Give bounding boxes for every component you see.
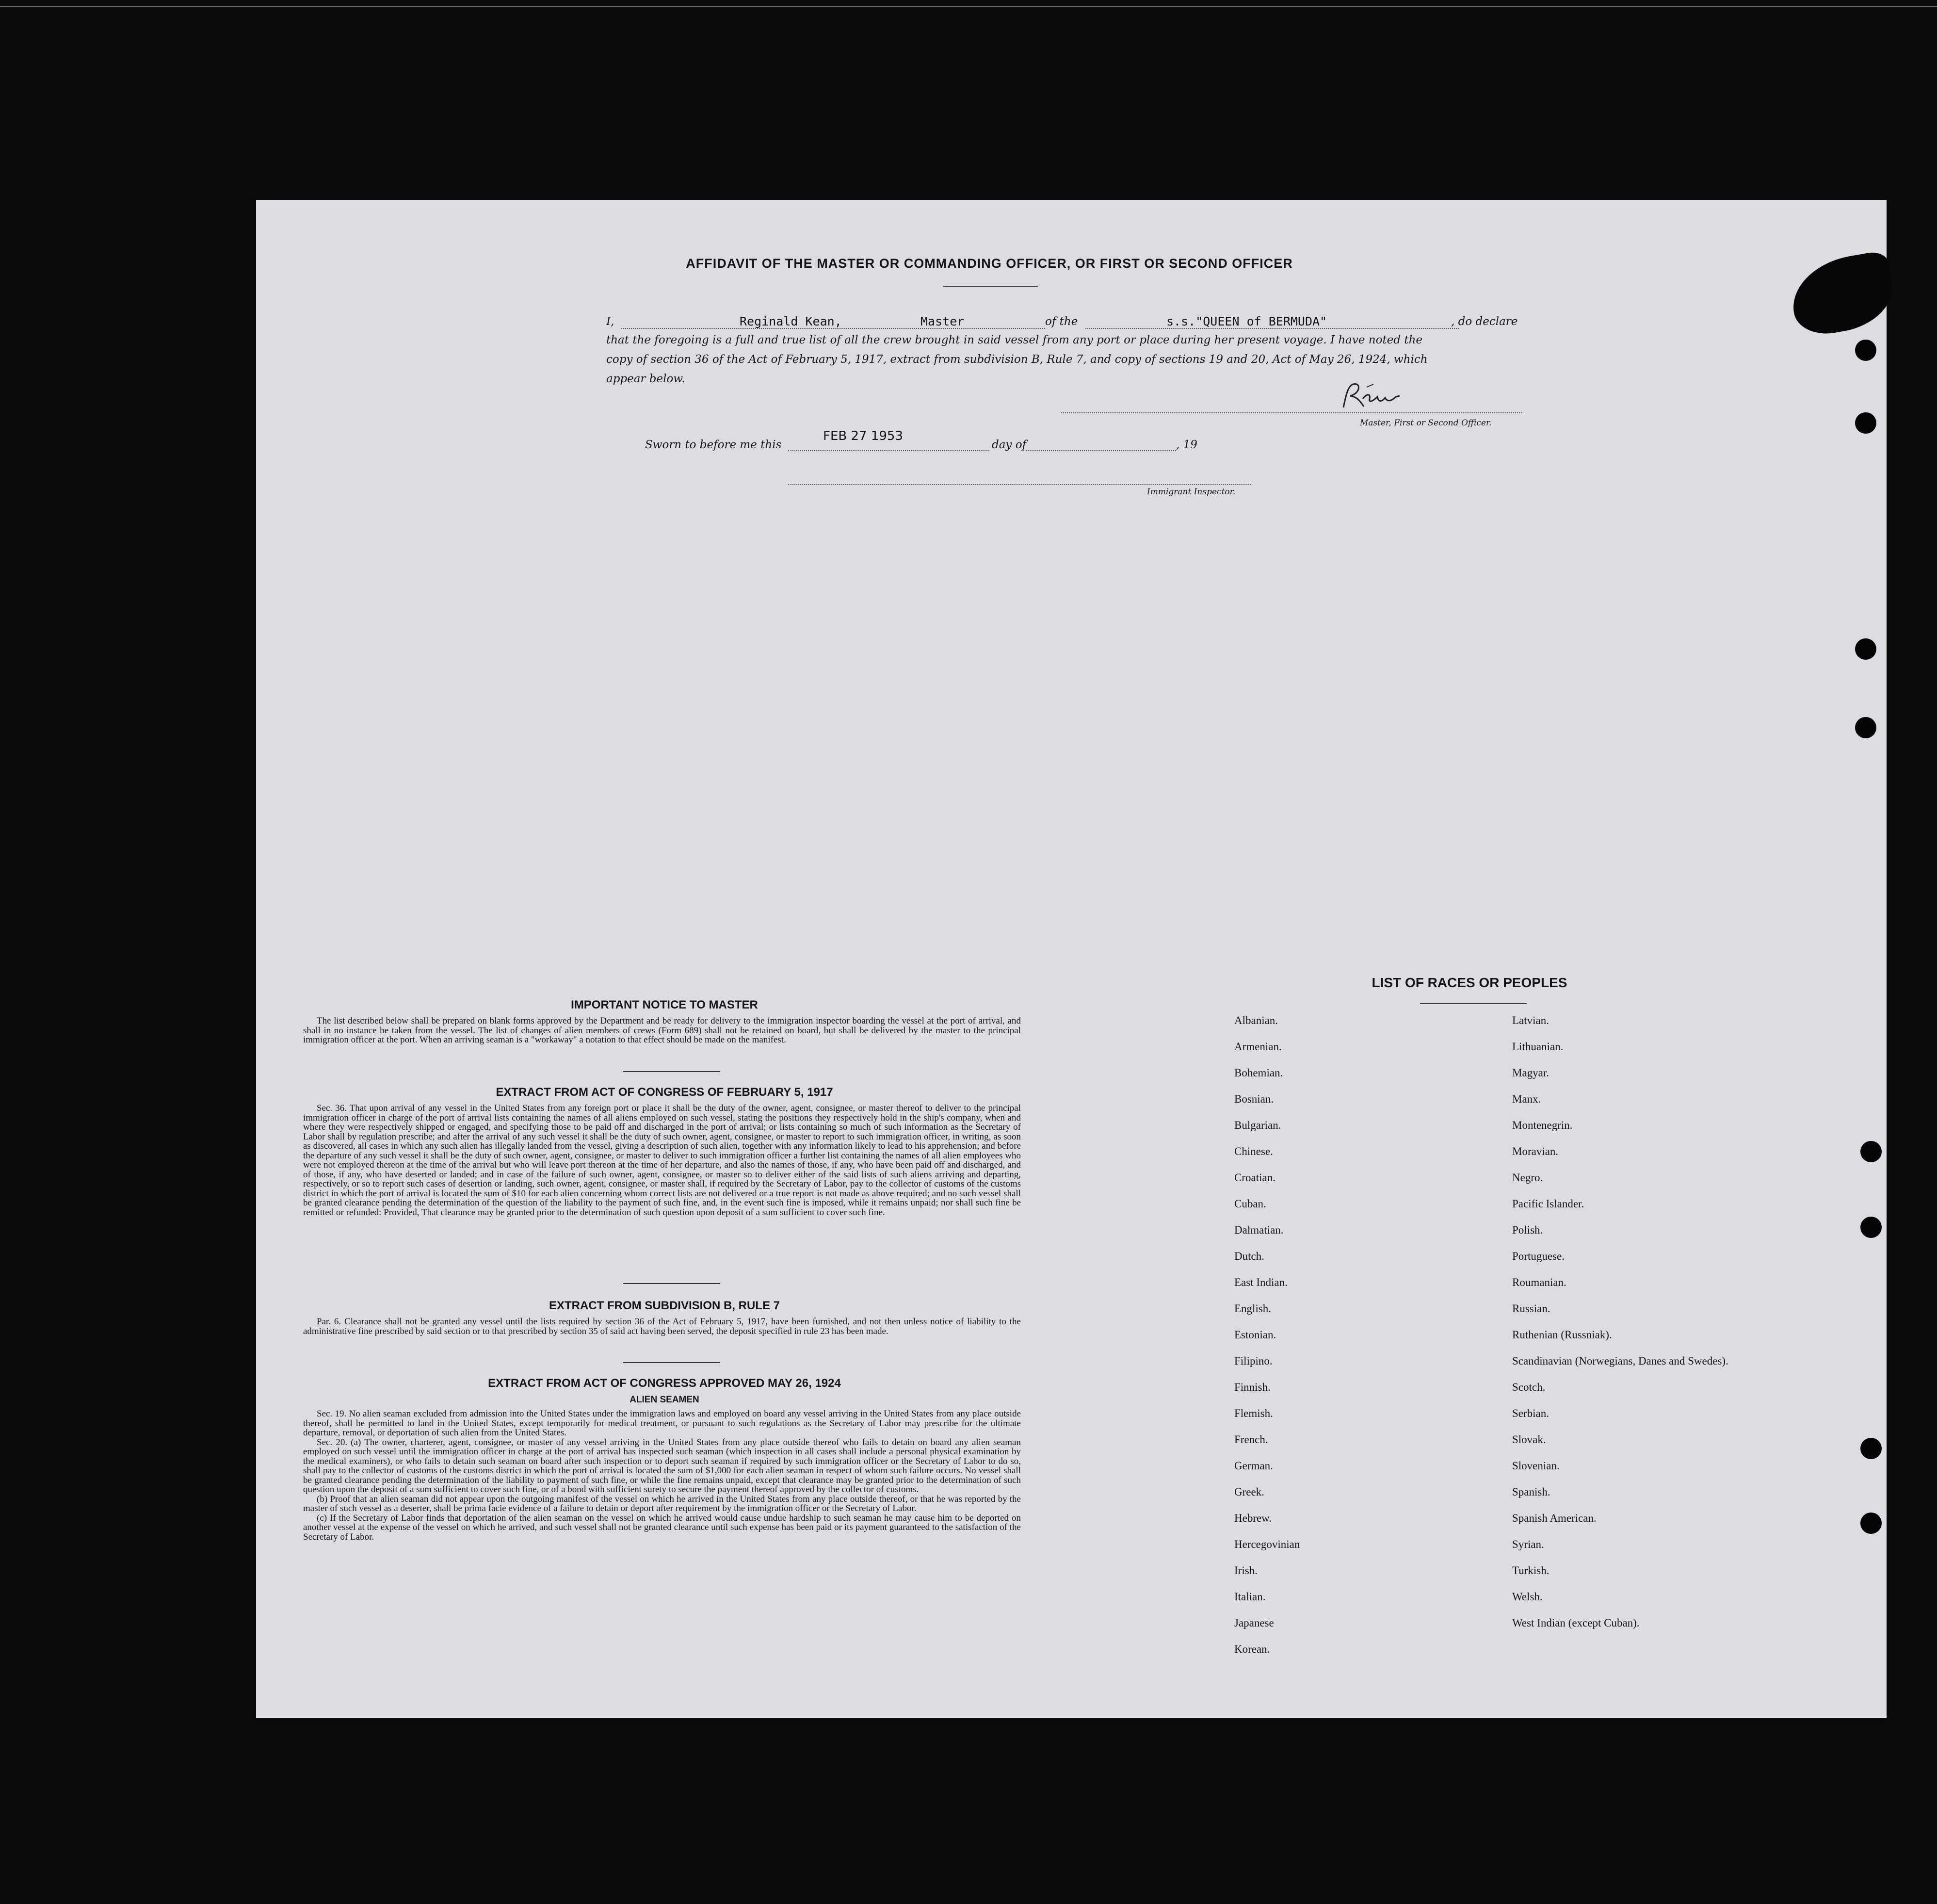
vessel-name: s.s."QUEEN of BERMUDA" — [1166, 314, 1327, 328]
punch-hole — [1860, 1513, 1882, 1534]
alien-seamen-subtitle: ALIEN SEAMEN — [630, 1395, 699, 1405]
race-item: Bosnian. — [1234, 1093, 1274, 1105]
sworn-date-stamp: FEB 27 1953 — [823, 429, 904, 443]
punch-hole — [1860, 1217, 1882, 1238]
race-item: Syrian. — [1512, 1538, 1544, 1550]
race-item: Flemish. — [1234, 1407, 1273, 1419]
race-item: Hercegovinian — [1234, 1538, 1300, 1550]
inspector-label: Immigrant Inspector. — [1147, 487, 1236, 497]
scan-top-edge — [0, 6, 1937, 7]
race-item: Welsh. — [1512, 1591, 1543, 1603]
of-the-label: of the — [1045, 315, 1078, 328]
race-item: Dutch. — [1234, 1250, 1264, 1262]
race-item: Russian. — [1512, 1302, 1550, 1315]
race-item: Finnish. — [1234, 1381, 1271, 1393]
race-item: Magyar. — [1512, 1067, 1550, 1079]
affidavit-line-2: that the foregoing is a full and true list of all the crew brought in said vessel from any port or place during her present voyage. I have noted the — [606, 334, 1422, 346]
race-item: Polish. — [1512, 1224, 1543, 1236]
race-item: Montenegrin. — [1512, 1119, 1573, 1131]
race-item: Latvian. — [1512, 1014, 1549, 1026]
punch-hole — [1860, 1141, 1882, 1162]
sec-20c-paragraph: (c) If the Secretary of Labor finds that deportation of the alien seaman on the vessel on which he arrived would cause undue hardship to such seaman he may cause him to be deported on another vessel at the expense of the vessel on which he arrived, and such vessel shall not be granted clearance until such expense has been paid or its payment guaranteed to the satisfaction of the Secretary of Labor. — [303, 1513, 1021, 1542]
race-item: English. — [1234, 1302, 1272, 1315]
section-rule — [623, 1283, 720, 1284]
race-item: Dalmatian. — [1234, 1224, 1284, 1236]
race-item: Italian. — [1234, 1591, 1266, 1603]
master-rank: Master — [920, 314, 965, 328]
year-prefix: , 19 — [1176, 439, 1197, 451]
sworn-month-line — [1023, 450, 1176, 451]
extract-1924-text — [303, 1409, 1021, 1542]
sworn-label: Sworn to before me this — [645, 439, 782, 451]
title-rule — [943, 286, 1038, 287]
sec-19-paragraph: Sec. 19. No alien seaman excluded from admission into the United States under the immigration laws and employed on board any vessel arriving in the United States from any place outside thereof, shall be permitted to land in the United States, except temporarily for medical treatment, or pursuant to such regulations as the Secretary of Labor may prescribe for the ultimate departure, removal, or deportation of such alien from the United States. — [303, 1409, 1021, 1438]
race-item: Scandinavian (Norwegians, Danes and Swedes). — [1512, 1355, 1728, 1367]
extract-1917-text: Sec. 36. That upon arrival of any vessel in the United States from any foreign port or place it shall be the duty of the owner, agent, consignee, or master thereof to deliver to the principal immigration officer in charge of the port of arrival lists containing the names of all aliens employed on such vessel, stating the positions they respectively hold in the ship's company, when and where they were respectively shipped or engaged, and specifying those to be paid off and discharged in the port of arrival; or lists containing so much of such information as the Secretary of Labor shall by regulation prescribe; and after the arrival of any such vessel it shall be the duty of such owner, agent, consignee, or master to report to such immigration officer, in writing, as soon as discovered, all cases in which any such alien has illegally landed from the vessel, giving a description of such alien, together with any information likely to lead to his apprehension; and before the departure of any such vessel it shall be the duty of such owner, agent, consignee, or master to deliver to such immigration officer a further list containing the names of all alien employees who were not employed thereon at the time of the arrival but who will leave port thereon at the time of her departure, and also the names of those, if any, who have been paid off and discharged, and of those, if any, who have deserted or landed; and in case of the failure of such owner, agent, consignee, or master so to deliver either of the said lists of such aliens arriving and departing, respectively, or so to report such cases of desertion or landing, such owner, agent, consignee, or master shall, if required by the Secretary of Labor, pay to the collector of customs of the customs district in which the port of arrival is located the sum of $10 for each alien concerning whom correct lists are not delivered or a true report is not made as above required; and no such vessel shall be granted clearance pending the determination of the question of the liability to the payment of such fine, and, in the event such fine is imposed, while it remains unpaid; nor shall such fine be remitted or refunded: Provided, That clearance may be granted prior to the determination of such question upon deposit of a sum sufficient to cover such fine. — [303, 1103, 1021, 1218]
race-item: Irish. — [1234, 1564, 1258, 1577]
extract-1924-title: EXTRACT FROM ACT OF CONGRESS APPROVED MAY 26, 1924 — [488, 1377, 841, 1390]
race-item: West Indian (except Cuban). — [1512, 1617, 1640, 1629]
race-item: Lithuanian. — [1512, 1041, 1564, 1053]
race-item: Scotch. — [1512, 1381, 1546, 1393]
punch-hole — [1855, 412, 1876, 434]
sworn-day-line — [788, 450, 989, 451]
affidavit-title: AFFIDAVIT OF THE MASTER OR COMMANDING OFFICER, OR FIRST OR SECOND OFFICER — [686, 256, 1293, 271]
race-item: Pacific Islander. — [1512, 1198, 1584, 1210]
race-item: Greek. — [1234, 1486, 1264, 1498]
affidavit-line-4: appear below. — [606, 373, 685, 385]
race-item: Roumanian. — [1512, 1276, 1566, 1288]
race-item: Armenian. — [1234, 1041, 1282, 1053]
race-item: Slovenian. — [1512, 1460, 1560, 1472]
races-right-column — [1512, 1014, 1728, 1643]
race-item: Hebrew. — [1234, 1512, 1272, 1524]
extract-rule7-text: Par. 6. Clearance shall not be granted any vessel until the lists required by section 36 of the Act of February 5, 1917, have been furnished, and not then unless notice of liability to the administrative fine prescribed by said section or to that prescribed by section 35 of said act having been served, the deposit specified in rule 23 has been made. — [303, 1317, 1021, 1336]
race-item: Serbian. — [1512, 1407, 1550, 1419]
races-left-column — [1234, 1014, 1300, 1669]
punch-hole — [1855, 340, 1876, 361]
race-item: Croatian. — [1234, 1172, 1275, 1184]
punch-hole — [1860, 1438, 1882, 1459]
race-item: Cuban. — [1234, 1198, 1266, 1210]
race-item: Bohemian. — [1234, 1067, 1283, 1079]
master-name: Reginald Kean, — [740, 314, 842, 328]
race-item: Manx. — [1512, 1093, 1541, 1105]
race-item: Slovak. — [1512, 1433, 1546, 1446]
race-item: French. — [1234, 1433, 1268, 1446]
signature-line — [1061, 412, 1522, 413]
race-item: Korean. — [1234, 1643, 1270, 1655]
race-item: Moravian. — [1512, 1145, 1559, 1157]
race-item: East Indian. — [1234, 1276, 1288, 1288]
sec-20a-paragraph: Sec. 20. (a) The owner, charterer, agent, consignee, or master of any vessel arriving in the United States from any place outside thereof who fails to detain on board any alien seaman employed on such vessel until the immigration officer in charge at the port of arrival has inspected such seaman (which inspection in all cases shall include a personal physical examination by the medical examiners), or who fails to detain such seaman on board after such inspection or to deport such seaman if required by such immigration officer or the Secretary of Labor to do so, shall pay to the collector of customs of the customs district in which the port of arrival is located the sum of $1,000 for each alien seaman in respect of whom such failure occurs. No vessel shall be granted clearance pending the determination of the liability to payment of such fine, or while the fine remains unpaid, except that clearance may be granted prior to the determination of such question upon the deposit of a sum sufficient to cover such fine, or of a bond with sufficient surety to secure the payment thereof approved by the collector of customs. — [303, 1437, 1021, 1495]
sec-20b-paragraph: (b) Proof that an alien seaman did not appear upon the outgoing manifest of the vessel on which he arrived in the United States from any place outside thereof, or that he was reported by the master of such vessel as a deserter, shall be prima facie evidence of a failure to detain or deport after requirement by the immigration officer or the Secretary of Labor. — [303, 1494, 1021, 1513]
master-signature — [1339, 379, 1402, 413]
race-item: Spanish. — [1512, 1486, 1550, 1498]
punch-hole — [1855, 717, 1876, 738]
notice-text: The list described below shall be prepared on blank forms approved by the Department and be ready for delivery to the immigration inspector boarding the vessel at the port of arrival, and shall in no instance be taken from the vessel. The list of changes of alien members of crews (Form 689) shall not be retained on board, but shall be delivered by the master to the principal immigration officer at the port. When an arriving seaman is a "workaway" a notation to that effect should be made on the manifest. — [303, 1016, 1021, 1045]
race-item: Chinese. — [1234, 1145, 1273, 1157]
affidavit-line-3: copy of section 36 of the Act of February 5, 1917, extract from subdivision B, Rule 7, and copy of sections 19 and 20, Act of May 26, 1924, which — [606, 353, 1428, 366]
extract-rule7-title: EXTRACT FROM SUBDIVISION B, RULE 7 — [549, 1299, 780, 1312]
race-item: Negro. — [1512, 1172, 1543, 1184]
race-item: Turkish. — [1512, 1564, 1550, 1577]
race-item: Japanese — [1234, 1617, 1274, 1629]
section-rule — [623, 1362, 720, 1363]
notice-title: IMPORTANT NOTICE TO MASTER — [571, 998, 758, 1011]
signature-caption: Master, First or Second Officer. — [1360, 418, 1492, 428]
i-label: I, — [606, 315, 614, 328]
race-item: Estonian. — [1234, 1329, 1276, 1341]
races-rule — [1420, 1003, 1527, 1004]
day-of-label: day of — [992, 439, 1027, 451]
race-item: Ruthenian (Russniak). — [1512, 1329, 1612, 1341]
race-item: Albanian. — [1234, 1014, 1278, 1026]
do-declare: , do declare — [1451, 315, 1518, 328]
race-item: German. — [1234, 1460, 1273, 1472]
race-item: Filipino. — [1234, 1355, 1273, 1367]
race-item: Bulgarian. — [1234, 1119, 1281, 1131]
inspector-signature-line — [788, 484, 1251, 485]
punch-hole — [1855, 638, 1876, 660]
races-title: LIST OF RACES OR PEOPLES — [1372, 975, 1567, 990]
extract-1917-title: EXTRACT FROM ACT OF CONGRESS OF FEBRUARY 5, 1917 — [496, 1086, 833, 1099]
section-rule — [623, 1071, 720, 1072]
race-item: Portuguese. — [1512, 1250, 1565, 1262]
race-item: Spanish American. — [1512, 1512, 1597, 1524]
